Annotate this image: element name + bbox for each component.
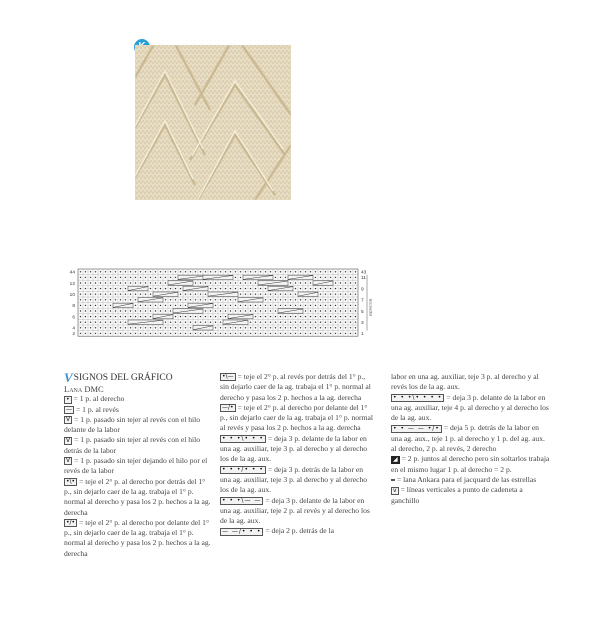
chart-symbol-icon: • • — — •/• [393,424,440,432]
legend-entry [64,394,212,404]
legend-entry-text: = 1 p. pasado sin tejer al revés con el hilo delante de la labor [64,414,201,435]
chart-symbol-icon: •\• [66,477,76,485]
legend-column-1 [64,372,212,559]
chart-grid-cells [78,269,358,336]
chart-row-label-right: 9 [361,287,364,293]
legend-entry-text: = 1 p. al revés [76,404,119,414]
chart-symbol-icon: • • •\• • • [222,435,264,443]
chart-row-label-right: 11 [361,276,366,282]
legend-entry-text: = teje el 2° p. al derecho por delante del 1° p., sin dejarlo caer de la ag. trabaja el 1° p. normal al revés y pasa los 2 p. hechos a la ag. derecha [220,402,373,433]
chart-symbol-icon: V [66,416,71,424]
chart-symbol-icon [391,479,395,481]
legend-subtitle: Lana DMC [64,384,104,394]
legend-entry [391,423,551,454]
legend-entry-text: = teje el 2° p. al derecho por detrás del 1° p., sin dejarlo caer de la ag. trabaja el 1° p. normal al derecho y pasa los 2 p. hechos a la ag. derecha [64,476,211,517]
legend-entry [220,403,374,434]
legend-entry [391,485,551,506]
chart-symbol-icon: • • •\— — [222,496,262,504]
legend-entry [64,477,212,518]
chart-row-label-left: 2 [72,332,75,338]
legend-entry [220,526,374,536]
chart-symbol-icon: —/• [222,404,234,412]
chart-symbol-icon: — [66,405,72,413]
chart-symbol-icon: v [393,486,397,494]
chart-row-label-right: 1 [361,332,364,338]
legend-entry [64,405,212,415]
legend-entry [391,454,551,475]
knit-swatch-photo [135,45,291,200]
legend-entry [64,518,212,559]
chart-symbol-icon: •\— [222,373,234,381]
chart-symbol-icon: V [66,436,71,444]
legend-entry [220,372,374,403]
legend-entry-text: = 1 p. al derecho [73,394,125,404]
legend-entry-text: = 1 p. pasado sin tejer dejando el hilo por el revés de la labor [64,456,208,476]
chart-symbol-icon: — —/• • • [222,527,262,535]
legend-entry-text: = deja 3 p. detrás de la labor en una ag. auxiliar, teje 3 p. al derecho y al derecho los de la ag. aux. [220,464,368,495]
legend-entry [64,456,212,477]
chart-symbol-icon: • • •/• • • [222,465,264,473]
legend-entry [64,435,212,456]
knitting-chart [60,266,380,346]
legend-entry-text: labor en una ag. auxiliar, teje 3 p. al derecho y al revés los de la ag. aux. [391,372,539,392]
chart-row-label-right: 7 [361,298,364,304]
chart-row-label-right: 3 [361,321,364,326]
chart-symbol-icon: ◢ [393,455,398,463]
legend-entry [391,372,551,393]
chart-row-label-left: 6 [72,315,75,321]
legend-title: SIGNOS DEL GRÁFICO [73,373,173,383]
chart-row-label-right: 43 [361,270,367,276]
legend-entry-text: = deja 3 p. delante de la labor en una ag. auxiliar, teje 2 p. al revés y al derecho los de la ag. aux. [220,495,370,526]
legend-entry-text: = deja 5 p. detrás de la labor en una ag. aux., teje 1 p. al derecho y 1 p. del ag. aux. al derecho, 2 p. al revés, 2 derecho [391,423,545,454]
legend-entry-text: = deja 2 p. detrás de la [265,526,334,536]
legend-entry [220,434,374,465]
legend-entry-text: = deja 3 p. delante de la labor en una ag. auxiliar, teje 4 p. al derecho y al derecho los de la ag. aux. [391,392,549,423]
knit-swatch-image [135,45,291,200]
chart-row-label-left: 10 [69,293,75,298]
chart-row-label-left: 12 [69,281,75,287]
legend-column-2 [220,372,374,537]
chart-row-label-right: 5 [361,309,364,315]
chart-row-label-left: 8 [72,304,75,310]
legend-entry [220,465,374,496]
chart-row-label-left: 4 [72,326,75,332]
legend-entry [64,415,212,436]
chart-symbol-icon: V [66,457,71,465]
knitting-chart-grid [60,266,380,346]
check-icon: V [64,370,73,385]
chart-row-label-left: 44 [69,270,75,276]
legend-entry-text: = lana Ankara para el jacquard de las estrellas [397,474,537,484]
chart-symbol-icon: • [66,395,70,403]
legend-header [64,372,212,384]
legend-entry-text: = 1 p. pasado sin tejer al revés con el hilo detrás de la labor [64,435,201,455]
legend-entry-text: = líneas verticales a punto de cadeneta a ganchillo [391,485,523,505]
legend-entry [391,475,551,485]
legend-column-3 [391,372,551,506]
chart-symbol-icon: • • •\• • • • [393,393,443,401]
chart-repeat-label: REPETIR [368,298,373,316]
legend-entry-text: = teje el 2° p. al derecho por delante del 1° p., sin dejarlo caer de la ag. trabaja el 1° p. normal al derecho y pasa los 2 p. hechos a la ag. derecha [64,517,211,558]
chart-symbol-icon: •/• [66,519,76,527]
legend-entry [391,393,551,424]
legend-entry-text: = 2 p. juntos al derecho pero sin soltarlos trabaja en el mismo lugar 1 p. al derecho = 2 p. [391,454,550,474]
legend-entry [220,496,374,527]
legend-entry-text: = deja 3 p. delante de la labor en una ag. auxiliar, teje 3 p. al derecho y al derecho los de la ag. aux. [220,433,368,464]
legend-entry-text: = teje el 2° p. al revés por detrás del 1° p., sin dejarlo caer de la ag. trabaja el 1° p. normal al derecho y pasa los 2 p. hechos a la ag. derecha [220,372,371,402]
